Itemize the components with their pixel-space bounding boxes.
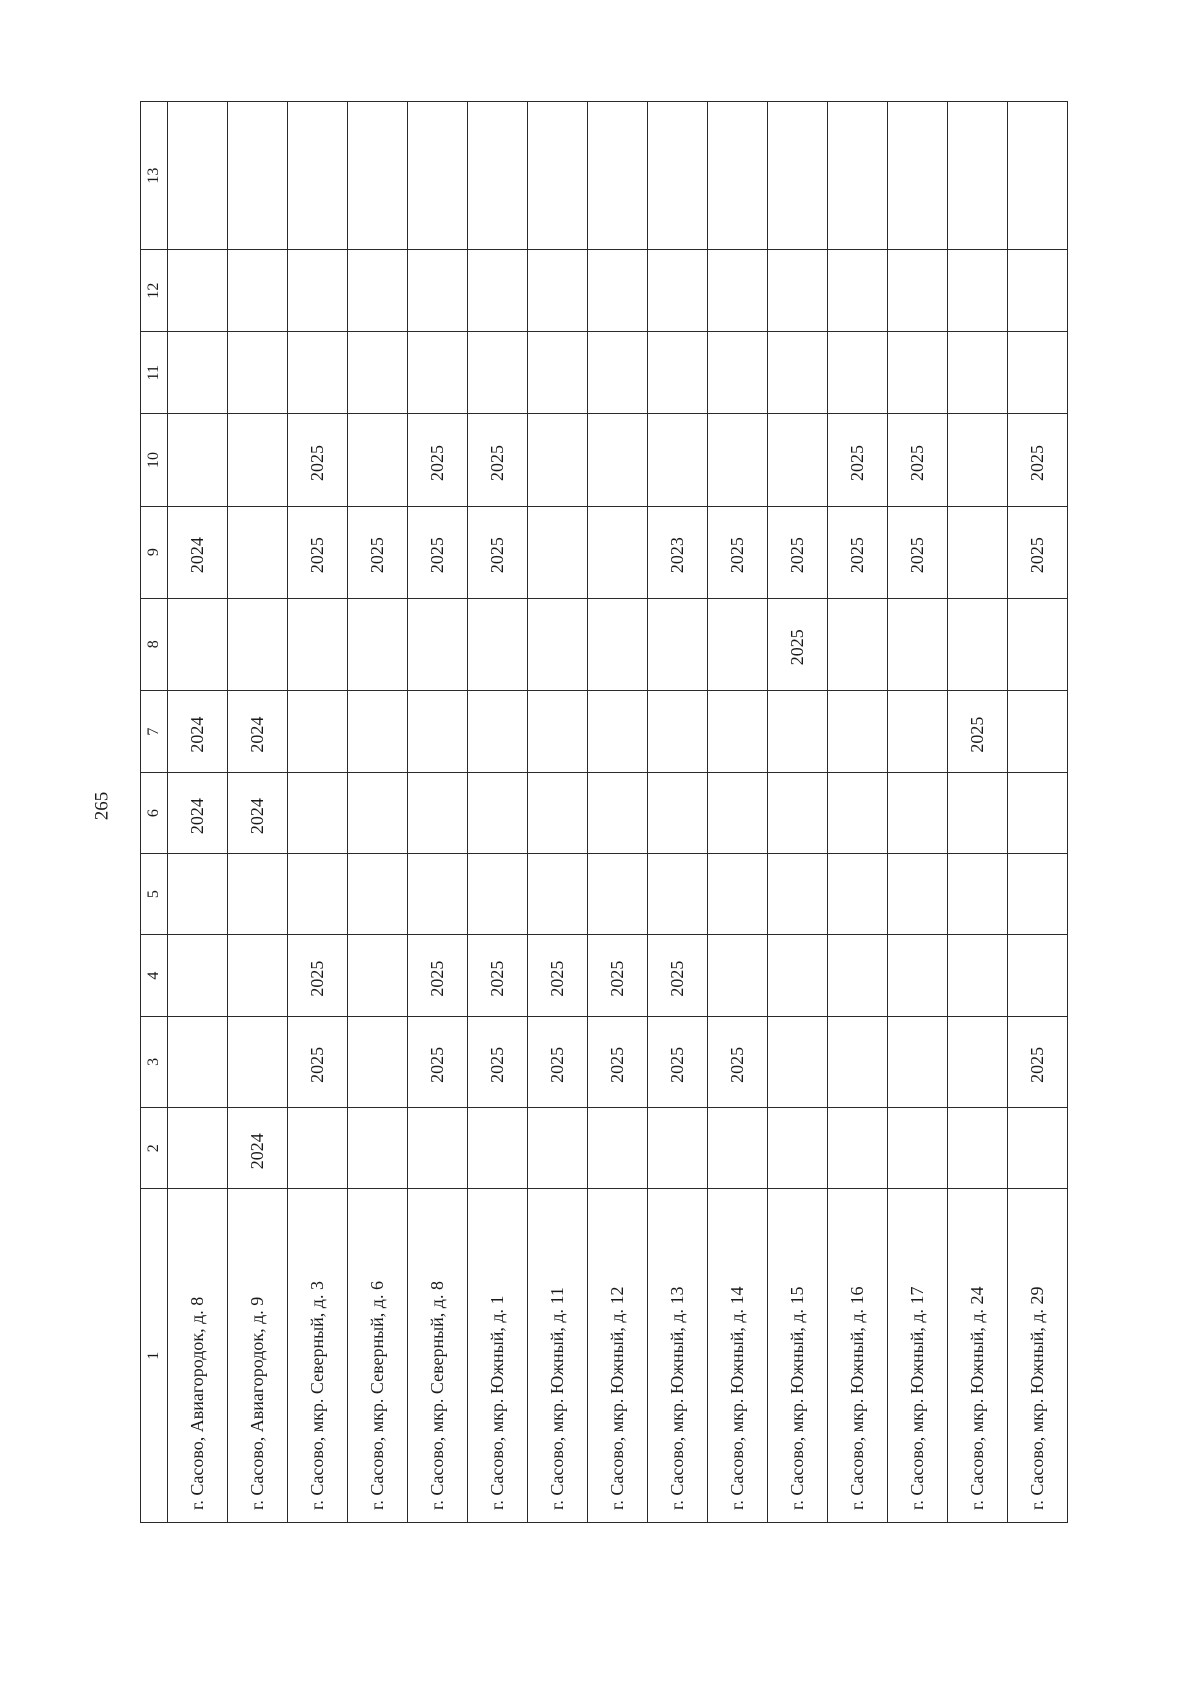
- year-cell: [588, 690, 648, 773]
- year-cell: [948, 773, 1008, 853]
- table-row: [588, 102, 648, 1523]
- year-cell: [228, 853, 288, 935]
- year-cell: [528, 690, 588, 773]
- table-row: [768, 102, 828, 1523]
- year-cell: [588, 853, 648, 935]
- year-cell: 2025: [468, 414, 528, 506]
- year-cell: [348, 773, 408, 853]
- year-cell: [768, 102, 828, 250]
- year-cell: [588, 414, 648, 506]
- year-cell: [888, 773, 948, 853]
- table-row: [888, 102, 948, 1523]
- year-cell: [708, 102, 768, 250]
- year-cell: 2025: [288, 935, 348, 1017]
- year-cell: [168, 250, 228, 332]
- year-cell: 2025: [708, 506, 768, 598]
- year-cell: [1008, 102, 1068, 250]
- year-cell: 2025: [588, 1016, 648, 1107]
- year-cell: 2025: [528, 935, 588, 1017]
- year-cell: [828, 773, 888, 853]
- year-cell: [1008, 935, 1068, 1017]
- address-cell: г. Сасово, мкр. Южный, д. 1: [468, 1189, 528, 1523]
- table-row: [1008, 102, 1068, 1523]
- year-cell: [408, 853, 468, 935]
- year-cell: 2025: [348, 506, 408, 598]
- year-cell: [408, 331, 468, 414]
- year-cell: [948, 102, 1008, 250]
- year-cell: [288, 1107, 348, 1189]
- year-cell: [348, 1107, 408, 1189]
- address-cell: г. Сасово, Авиагородок, д. 9: [228, 1189, 288, 1523]
- year-cell: [288, 773, 348, 853]
- year-cell: 2025: [468, 1016, 528, 1107]
- year-cell: [228, 102, 288, 250]
- year-cell: [288, 690, 348, 773]
- year-cell: [768, 331, 828, 414]
- year-cell: [768, 853, 828, 935]
- year-cell: [288, 598, 348, 690]
- schedule-table: [140, 101, 1068, 1523]
- year-cell: [348, 935, 408, 1017]
- year-cell: [588, 102, 648, 250]
- year-cell: [168, 1016, 228, 1107]
- table-row: [228, 102, 288, 1523]
- year-cell: [528, 773, 588, 853]
- year-cell: [348, 331, 408, 414]
- year-cell: 2025: [768, 598, 828, 690]
- year-cell: [228, 1016, 288, 1107]
- table-row: [648, 102, 708, 1523]
- year-cell: [768, 935, 828, 1017]
- year-cell: 2025: [648, 1016, 708, 1107]
- year-cell: 2024: [168, 506, 228, 598]
- address-cell: г. Сасово, мкр. Южный, д. 12: [588, 1189, 648, 1523]
- year-cell: [348, 598, 408, 690]
- year-cell: [768, 414, 828, 506]
- year-cell: [948, 1107, 1008, 1189]
- year-cell: 2025: [468, 935, 528, 1017]
- year-cell: [408, 250, 468, 332]
- column-header-6: 6: [141, 773, 168, 853]
- year-cell: [468, 773, 528, 853]
- year-cell: [288, 102, 348, 250]
- year-cell: [1008, 1107, 1068, 1189]
- year-cell: [768, 690, 828, 773]
- year-cell: [648, 598, 708, 690]
- year-cell: [168, 853, 228, 935]
- column-header-12: 12: [141, 250, 168, 332]
- address-cell: г. Сасово, мкр. Южный, д. 14: [708, 1189, 768, 1523]
- year-cell: [228, 331, 288, 414]
- year-cell: [348, 1016, 408, 1107]
- year-cell: [168, 598, 228, 690]
- year-cell: [228, 250, 288, 332]
- address-cell: г. Сасово, Авиагородок, д. 8: [168, 1189, 228, 1523]
- year-cell: [288, 853, 348, 935]
- year-cell: 2025: [468, 506, 528, 598]
- year-cell: [408, 690, 468, 773]
- year-cell: [888, 102, 948, 250]
- year-cell: [948, 935, 1008, 1017]
- year-cell: [948, 506, 1008, 598]
- column-header-5: 5: [141, 853, 168, 935]
- address-cell: г. Сасово, мкр. Южный, д. 15: [768, 1189, 828, 1523]
- year-cell: [1008, 331, 1068, 414]
- year-cell: [528, 1107, 588, 1189]
- year-cell: [1008, 853, 1068, 935]
- year-cell: [1008, 773, 1068, 853]
- year-cell: 2025: [288, 506, 348, 598]
- year-cell: [348, 414, 408, 506]
- year-cell: 2025: [1008, 1016, 1068, 1107]
- year-cell: 2025: [408, 506, 468, 598]
- year-cell: [828, 853, 888, 935]
- year-cell: [168, 414, 228, 506]
- year-cell: [888, 331, 948, 414]
- year-cell: [528, 102, 588, 250]
- year-cell: [168, 102, 228, 250]
- year-cell: [648, 773, 708, 853]
- table-row: [708, 102, 768, 1523]
- table-row: [408, 102, 468, 1523]
- year-cell: 2024: [228, 1107, 288, 1189]
- year-cell: 2025: [288, 1016, 348, 1107]
- table-row: [348, 102, 408, 1523]
- year-cell: [468, 853, 528, 935]
- year-cell: [1008, 250, 1068, 332]
- year-cell: [828, 250, 888, 332]
- year-cell: [828, 1107, 888, 1189]
- year-cell: 2025: [1008, 414, 1068, 506]
- year-cell: [948, 853, 1008, 935]
- table-body: [168, 102, 1068, 1523]
- year-cell: [768, 1016, 828, 1107]
- column-header-10: 10: [141, 414, 168, 506]
- year-cell: [528, 506, 588, 598]
- year-cell: [168, 1107, 228, 1189]
- table-row: [288, 102, 348, 1523]
- year-cell: [708, 773, 768, 853]
- page-number-text: 265: [91, 791, 112, 821]
- year-cell: [888, 598, 948, 690]
- year-cell: 2025: [708, 1016, 768, 1107]
- year-cell: 2025: [1008, 506, 1068, 598]
- year-cell: [648, 853, 708, 935]
- address-cell: г. Сасово, мкр. Южный, д. 16: [828, 1189, 888, 1523]
- year-cell: [708, 414, 768, 506]
- year-cell: [588, 598, 648, 690]
- year-cell: [828, 598, 888, 690]
- year-cell: [228, 598, 288, 690]
- year-cell: [888, 853, 948, 935]
- year-cell: [528, 331, 588, 414]
- year-cell: 2025: [948, 690, 1008, 773]
- column-header-11: 11: [141, 331, 168, 414]
- year-cell: [708, 1107, 768, 1189]
- year-cell: [708, 690, 768, 773]
- rotated-table-wrapper: [140, 101, 1052, 1523]
- year-cell: [1008, 690, 1068, 773]
- year-cell: [588, 506, 648, 598]
- year-cell: 2025: [288, 414, 348, 506]
- year-cell: 2024: [168, 773, 228, 853]
- address-cell: г. Сасово, мкр. Южный, д. 11: [528, 1189, 588, 1523]
- year-cell: [228, 414, 288, 506]
- year-cell: [528, 250, 588, 332]
- year-cell: [468, 598, 528, 690]
- year-cell: [588, 1107, 648, 1189]
- year-cell: [768, 1107, 828, 1189]
- year-cell: 2025: [888, 414, 948, 506]
- year-cell: [708, 331, 768, 414]
- year-cell: [828, 331, 888, 414]
- column-header-2: 2: [141, 1107, 168, 1189]
- column-header-4: 4: [141, 935, 168, 1017]
- column-header-8: 8: [141, 598, 168, 690]
- year-cell: [648, 690, 708, 773]
- year-cell: [408, 598, 468, 690]
- year-cell: 2025: [588, 935, 648, 1017]
- address-cell: г. Сасово, мкр. Северный, д. 3: [288, 1189, 348, 1523]
- year-cell: 2025: [648, 935, 708, 1017]
- year-cell: [528, 414, 588, 506]
- year-cell: [468, 331, 528, 414]
- year-cell: [948, 250, 1008, 332]
- year-cell: [828, 935, 888, 1017]
- table-row: [468, 102, 528, 1523]
- column-header-9: 9: [141, 506, 168, 598]
- year-cell: [1008, 598, 1068, 690]
- year-cell: [588, 250, 648, 332]
- column-header-1: 1: [141, 1189, 168, 1523]
- year-cell: [888, 250, 948, 332]
- column-header-7: 7: [141, 690, 168, 773]
- header-row: [141, 102, 168, 1523]
- year-cell: 2024: [168, 690, 228, 773]
- year-cell: [588, 331, 648, 414]
- year-cell: [288, 250, 348, 332]
- column-header-3: 3: [141, 1016, 168, 1107]
- address-cell: г. Сасово, мкр. Северный, д. 6: [348, 1189, 408, 1523]
- year-cell: [888, 690, 948, 773]
- year-cell: 2023: [648, 506, 708, 598]
- address-cell: г. Сасово, мкр. Северный, д. 8: [408, 1189, 468, 1523]
- year-cell: [948, 331, 1008, 414]
- year-cell: [408, 102, 468, 250]
- address-cell: г. Сасово, мкр. Южный, д. 17: [888, 1189, 948, 1523]
- year-cell: [468, 250, 528, 332]
- address-cell: г. Сасово, мкр. Южный, д. 13: [648, 1189, 708, 1523]
- table-row: [828, 102, 888, 1523]
- year-cell: [708, 250, 768, 332]
- year-cell: [888, 1016, 948, 1107]
- year-cell: 2025: [528, 1016, 588, 1107]
- year-cell: [588, 773, 648, 853]
- year-cell: 2024: [228, 690, 288, 773]
- year-cell: [828, 102, 888, 250]
- year-cell: 2024: [228, 773, 288, 853]
- year-cell: 2025: [408, 935, 468, 1017]
- year-cell: 2025: [828, 414, 888, 506]
- year-cell: [348, 102, 408, 250]
- year-cell: [348, 690, 408, 773]
- year-cell: [348, 853, 408, 935]
- year-cell: [528, 853, 588, 935]
- year-cell: [948, 598, 1008, 690]
- year-cell: [948, 1016, 1008, 1107]
- year-cell: 2025: [408, 1016, 468, 1107]
- year-cell: [888, 1107, 948, 1189]
- year-cell: [648, 1107, 708, 1189]
- year-cell: [648, 102, 708, 250]
- year-cell: [468, 690, 528, 773]
- year-cell: [468, 102, 528, 250]
- year-cell: [348, 250, 408, 332]
- year-cell: 2025: [828, 506, 888, 598]
- year-cell: [288, 331, 348, 414]
- year-cell: 2025: [768, 506, 828, 598]
- year-cell: [228, 506, 288, 598]
- year-cell: 2025: [408, 414, 468, 506]
- year-cell: [708, 935, 768, 1017]
- year-cell: [228, 935, 288, 1017]
- year-cell: [768, 773, 828, 853]
- year-cell: [828, 690, 888, 773]
- year-cell: [648, 250, 708, 332]
- column-header-13: 13: [141, 102, 168, 250]
- year-cell: [168, 935, 228, 1017]
- year-cell: [408, 1107, 468, 1189]
- year-cell: [948, 414, 1008, 506]
- year-cell: [888, 935, 948, 1017]
- year-cell: [708, 598, 768, 690]
- year-cell: [528, 598, 588, 690]
- year-cell: [648, 331, 708, 414]
- address-cell: г. Сасово, мкр. Южный, д. 24: [948, 1189, 1008, 1523]
- year-cell: 2025: [888, 506, 948, 598]
- year-cell: [168, 331, 228, 414]
- year-cell: [768, 250, 828, 332]
- address-cell: г. Сасово, мкр. Южный, д. 29: [1008, 1189, 1068, 1523]
- page-number: [82, 786, 122, 826]
- year-cell: [828, 1016, 888, 1107]
- table-row: [168, 102, 228, 1523]
- table-row: [948, 102, 1008, 1523]
- table-row: [528, 102, 588, 1523]
- year-cell: [648, 414, 708, 506]
- year-cell: [468, 1107, 528, 1189]
- year-cell: [408, 773, 468, 853]
- year-cell: [708, 853, 768, 935]
